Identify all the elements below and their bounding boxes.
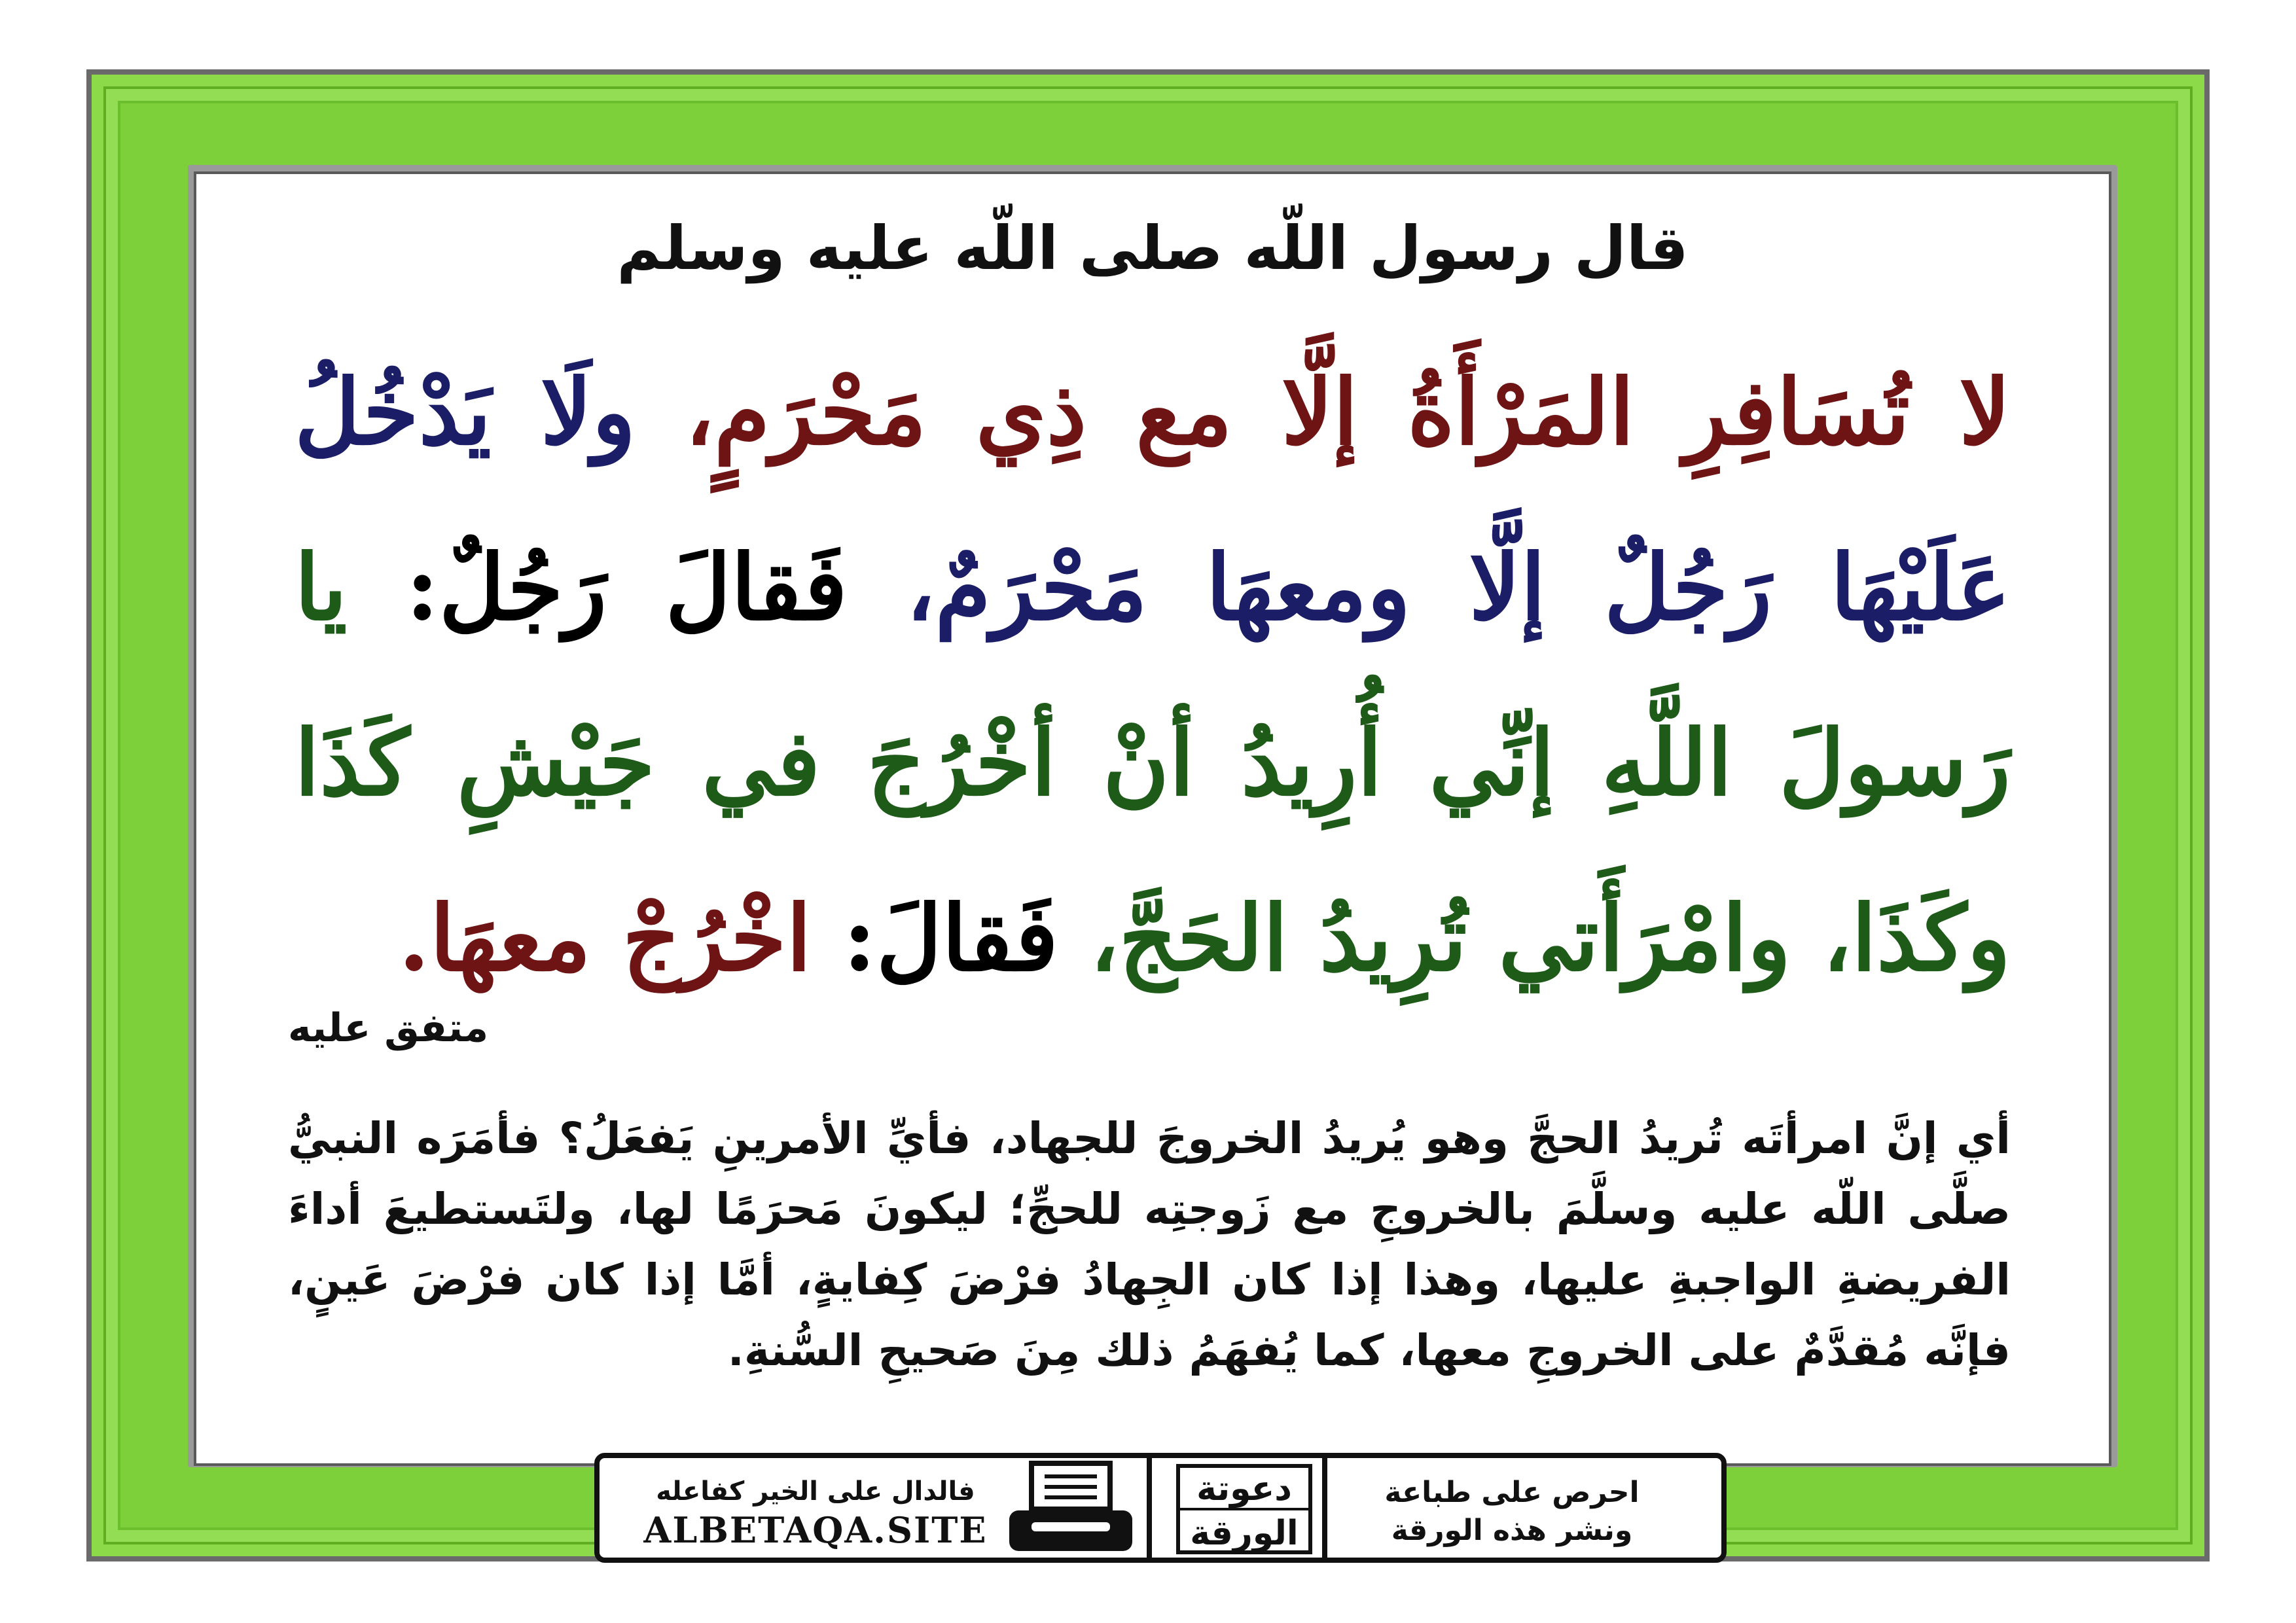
hadith-segment: اخْرُجْ معهَا. xyxy=(398,885,812,991)
content-card xyxy=(194,171,2111,1466)
hadith-text xyxy=(295,325,2011,1026)
hadith-segment: فَقالَ رَجُلٌ: xyxy=(347,534,848,641)
footer-notice-line-2: ونشر هذه الورقة xyxy=(1391,1514,1633,1547)
hadith-segment: فَقالَ: xyxy=(811,885,1058,991)
logo-line-2: الورقة xyxy=(1190,1514,1299,1553)
footer-notice xyxy=(1355,1474,1669,1550)
footer-slogan: فالدال على الخير كفاعله xyxy=(656,1476,975,1507)
footer-divider xyxy=(1322,1458,1327,1558)
footer-bar xyxy=(594,1453,1727,1563)
footer-notice-line-1: احرص على طباعة xyxy=(1384,1476,1640,1509)
printer-icon xyxy=(1005,1459,1136,1558)
hadith-source: متفق عليه xyxy=(288,1005,489,1051)
logo-line-1: دعوتة xyxy=(1196,1469,1292,1508)
footer-site-link[interactable]: ALBETAQA.SITE xyxy=(643,1509,988,1551)
hadith-segment: يا رَسولَ اللَّهِ إنِّي أُرِيدُ أنْ أخْرُجَ في جَيْشِ كَذَا وكَذَا، وامْرَأَتي تُرِيدُ الحَجَّ، xyxy=(295,534,2011,991)
footer-divider xyxy=(1147,1458,1152,1558)
logo-icon xyxy=(1175,1463,1313,1555)
hadith-segment: لا تُسَافِرِ المَرْأَةُ إلَّا مع ذِي مَحْرَمٍ، xyxy=(636,359,2011,465)
explanation-text: أي إنَّ امرأتَه تُريدُ الحجَّ وهو يُريدُ الخروجَ للجهاد، فأيِّ الأمرينِ يَفعَلُ؟ فأمَرَه النبيُّ صلَّى اللّه عليه وسلَّمَ بالخروجِ مع زَوجتِه للحجِّ؛ ليكونَ مَحرَمًا لها، ولتَستطيعَ أداءَ الفريضةِ الواجبةِ عليها، وهذا إذا كان الجِهادُ فرْضَ كِفايةٍ، أمَّا إذا كان فرْضَ عَينٍ، فإنَّه مُقدَّمٌ على الخروجِ معها، كما يُفهَمُ ذلك مِنَ صَحيحِ السُّنةِ. xyxy=(288,1113,2011,1376)
hadith-segment: ولَا يَدْخُلُ عَلَيْهَا رَجُلٌ إلَّا ومعهَا مَحْرَمٌ، xyxy=(295,359,2011,641)
page-title: قال رسول اللّه صلى اللّه عليه وسلم xyxy=(617,213,1689,283)
footer-site-block xyxy=(626,1476,1005,1551)
